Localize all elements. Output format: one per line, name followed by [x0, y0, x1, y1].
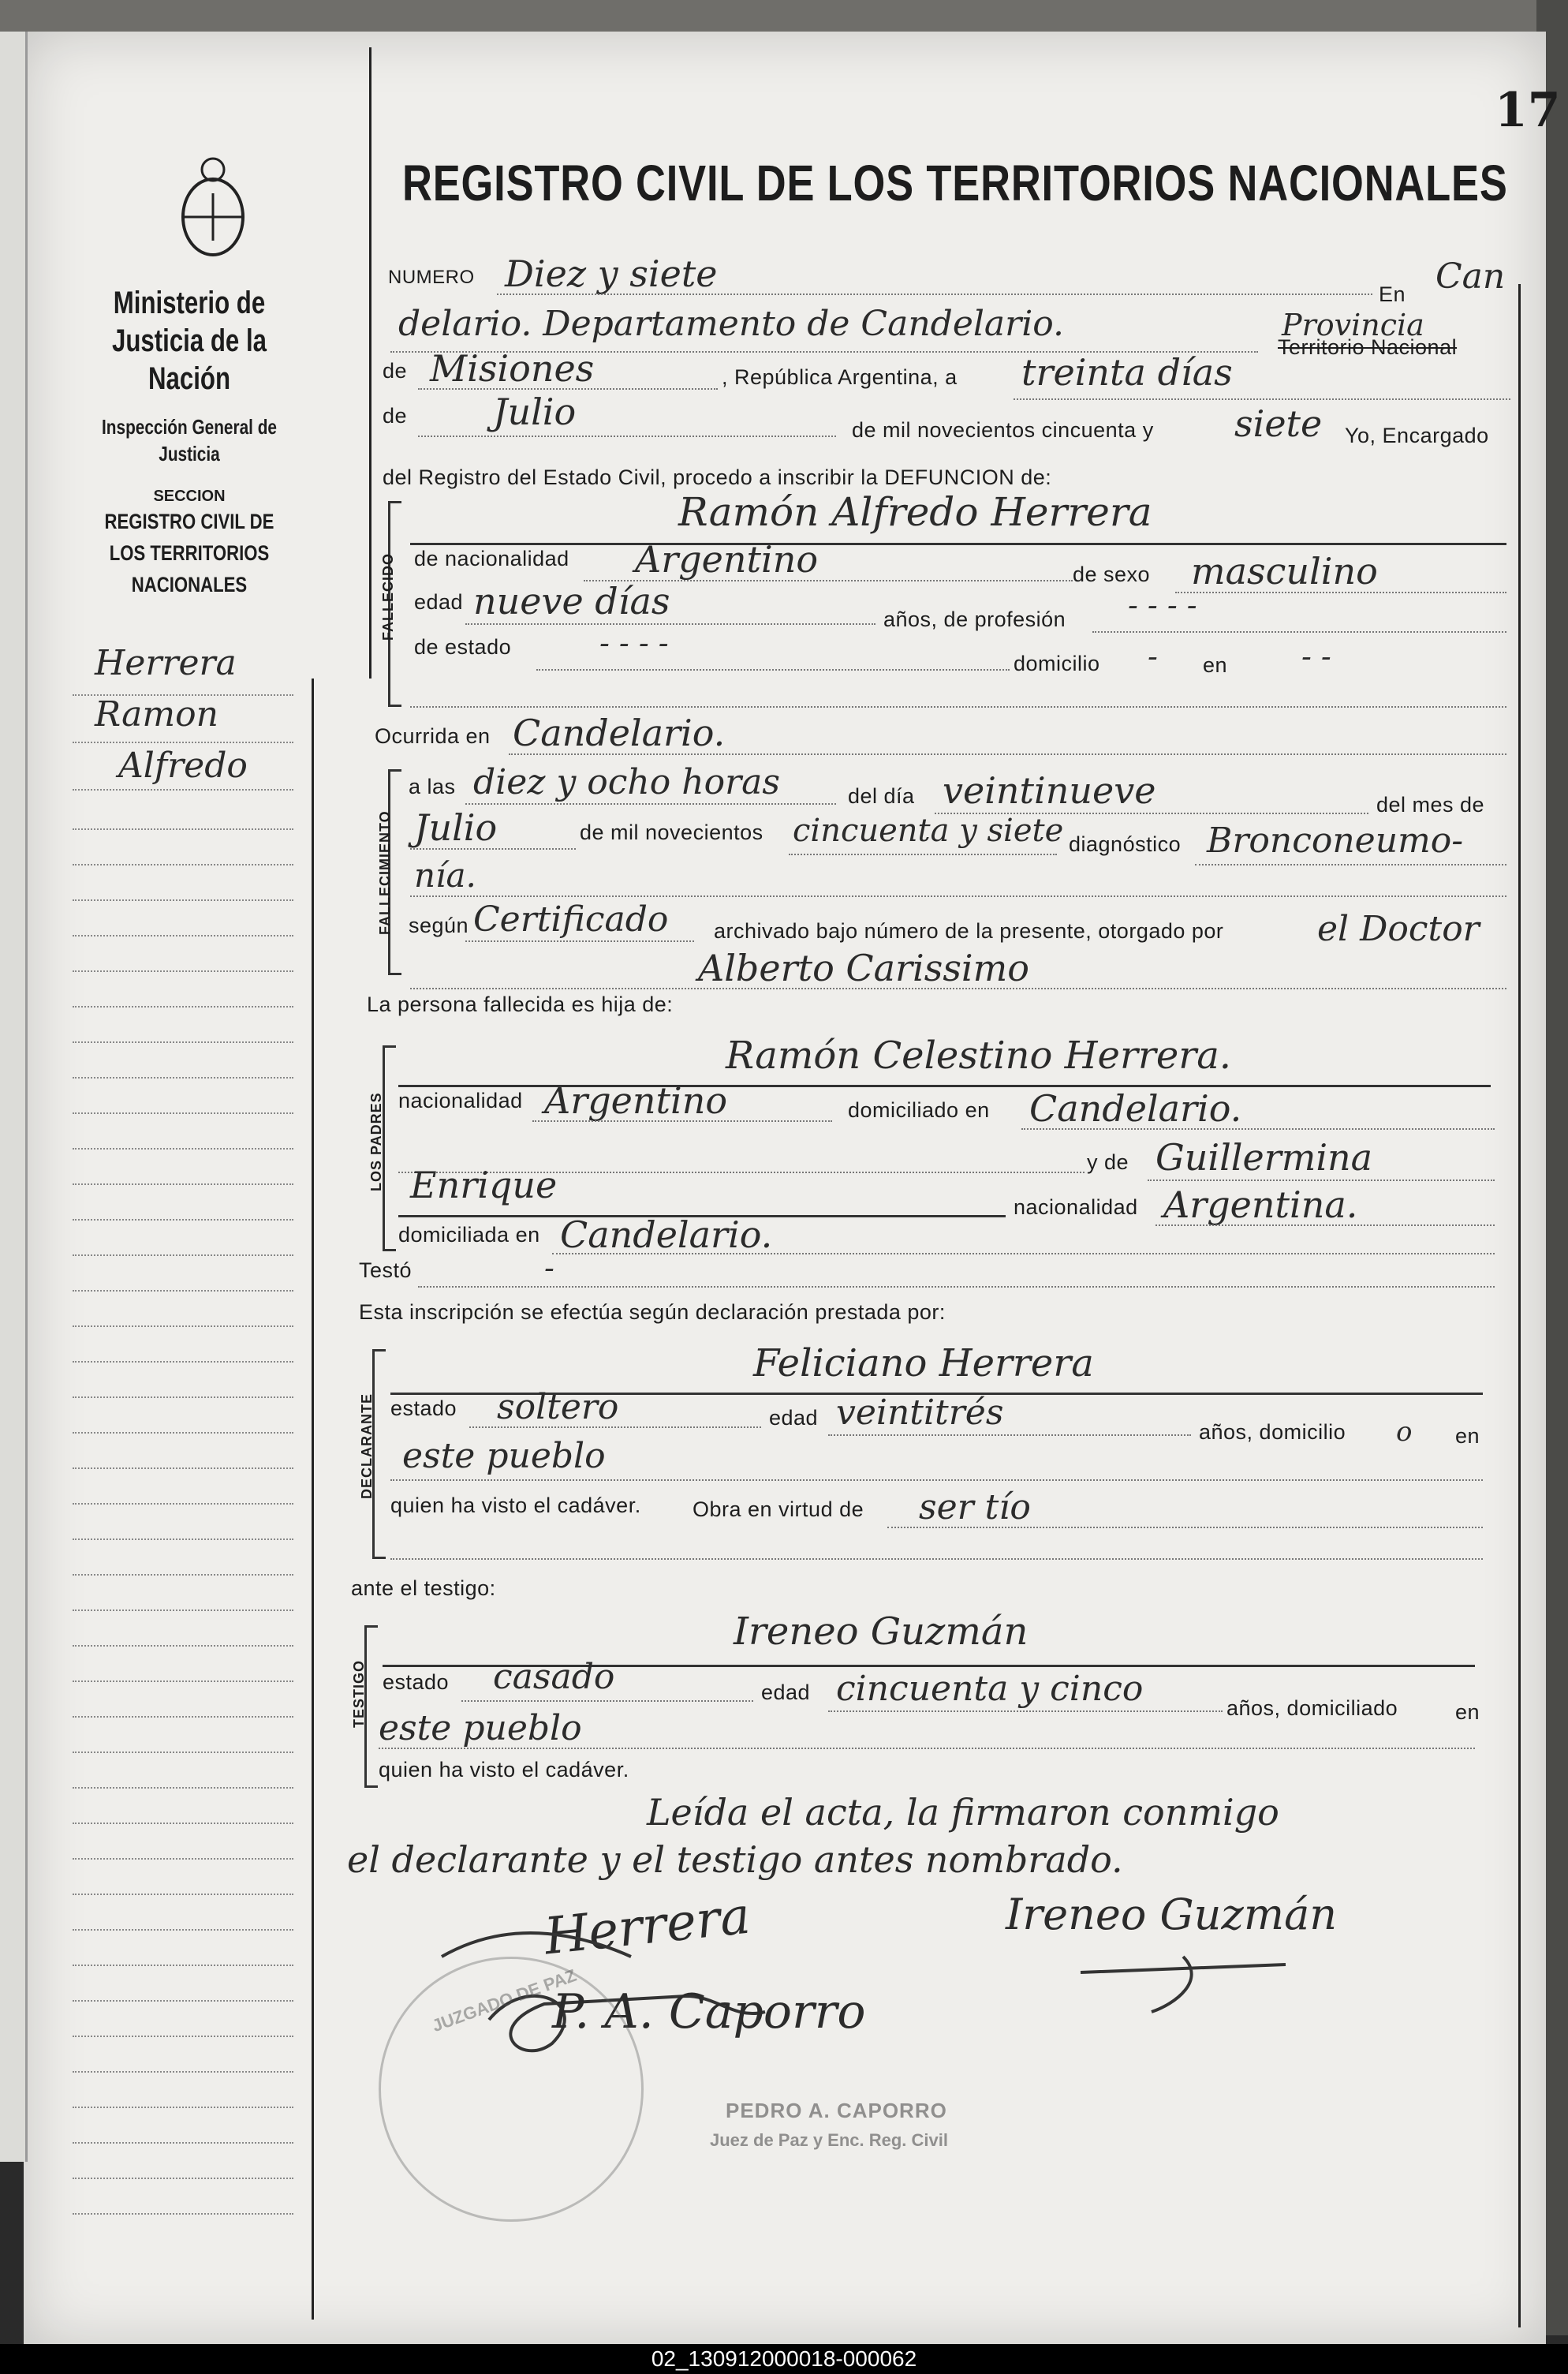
- nacionalidad2-label: nacionalidad: [398, 1089, 523, 1112]
- signature-underline-icon: [1065, 1933, 1301, 2020]
- ocurrida-value: Candelario.: [513, 712, 726, 754]
- mes-value: Julio: [493, 391, 577, 433]
- margin-given-name: Ramon: [95, 694, 218, 735]
- edad-value: nueve días: [473, 580, 670, 622]
- coat-of-arms-icon: [174, 150, 252, 260]
- ocurrida-label: Ocurrida en: [375, 724, 491, 748]
- lugar-value-1: Can: [1435, 256, 1506, 297]
- edad-label: edad: [414, 590, 464, 614]
- domiciliada-en-label: domiciliada en: [398, 1223, 540, 1247]
- fallecido-end-line: [410, 706, 1506, 708]
- de-label: de: [383, 359, 408, 383]
- padre-dom-line: [1021, 1128, 1495, 1130]
- testo-line: [418, 1286, 1495, 1288]
- margin-rule: [369, 47, 371, 679]
- padre-dom-value: Candelario.: [1029, 1087, 1242, 1130]
- section-name: REGISTRO CIVIL DE LOS TERRITORIOS NACIONALES: [104, 510, 274, 596]
- decl-edad-value: veintitrés: [836, 1393, 1004, 1433]
- closing-line-1: Leída el acta, la firmaron conmigo: [647, 1791, 1279, 1834]
- decl-dom-value: o: [1396, 1416, 1413, 1448]
- provincia-line: [418, 388, 718, 390]
- nacionalidad-label: de nacionalidad: [414, 547, 569, 570]
- margin-surname: Herrera: [95, 643, 237, 683]
- ministry-block: [71, 284, 308, 600]
- madre-value-2: Enrique: [410, 1164, 558, 1206]
- territorio-label: Territorio Nacional: [1278, 335, 1458, 359]
- mes-fall-line: [410, 848, 576, 850]
- declaracion-label: Esta inscripción se efectúa según declaración prestada por:: [359, 1300, 946, 1324]
- a-las-label: a las: [409, 775, 456, 798]
- ocurrida-line: [509, 753, 1506, 755]
- madre-value-1: Guillermina: [1155, 1136, 1373, 1179]
- test-anos-domiciliado-label: años, domiciliado: [1226, 1696, 1398, 1720]
- registro-line-label: del Registro del Estado Civil, procedo a inscribir la DEFUNCION de:: [383, 465, 1052, 489]
- domiciliado-en-label: domiciliado en: [848, 1098, 990, 1122]
- dia-fall-value: veintinueve: [943, 769, 1156, 812]
- margin-rule-lower: [312, 679, 314, 2320]
- provincia-de-value: Misiones: [430, 347, 595, 390]
- del-mes-label: del mes de: [1376, 793, 1485, 817]
- closing-line-2: el declarante y el testigo antes nombrado.: [347, 1838, 1123, 1881]
- ante-testigo-label: ante el testigo:: [351, 1576, 496, 1600]
- decl-obra-value: ser tío: [919, 1487, 1031, 1527]
- numero-value: Diez y siete: [505, 252, 718, 295]
- anio-value: siete: [1234, 402, 1323, 445]
- padre-nac-line: [532, 1120, 832, 1122]
- signature-testigo: Ireneo Guzmán: [1006, 1890, 1338, 1939]
- segun-label: según: [409, 914, 469, 937]
- signature-encargado: P. A. Caporro: [552, 1984, 866, 2039]
- decl-en-label: en: [1455, 1424, 1480, 1448]
- archivado-label: archivado bajo número de la presente, otorgado por: [714, 919, 1224, 943]
- test-estado-label: estado: [383, 1670, 450, 1694]
- margin-middle-name: Alfredo: [118, 746, 248, 786]
- register-title: REGISTRO CIVIL DE LOS TERRITORIOS NACIONALES: [402, 155, 1508, 211]
- decl-estado-value: soltero: [497, 1387, 619, 1427]
- side-fallecido: FALLECIDO: [380, 553, 396, 641]
- testigo-name: Ireneo Guzmán: [734, 1609, 1029, 1654]
- sexo-value: masculino: [1191, 550, 1378, 593]
- decl-end-line: [390, 1558, 1483, 1560]
- test-quien-label: quien ha visto el cadáver.: [379, 1758, 629, 1781]
- decl-estado-line: [469, 1426, 761, 1428]
- test-en-label: en: [1455, 1700, 1480, 1724]
- y-de-label: y de: [1087, 1150, 1129, 1174]
- edad-line: [465, 623, 875, 625]
- padre-name: Ramón Celestino Herrera.: [726, 1034, 1232, 1078]
- test-dom-value: este pueblo: [379, 1708, 582, 1748]
- mes-line: [418, 436, 836, 437]
- decl-obra-label: Obra en virtud de: [693, 1497, 864, 1521]
- page-number: 17: [1495, 83, 1561, 138]
- en-label: En: [1379, 282, 1406, 306]
- decl-quien-label: quien ha visto el cadáver.: [390, 1494, 641, 1517]
- dia-line: [1014, 398, 1510, 400]
- padre-nac-value: Argentino: [544, 1079, 728, 1122]
- madre-nac-value: Argentina.: [1163, 1183, 1358, 1226]
- test-estado-line: [461, 1700, 753, 1702]
- doctor-line: [410, 988, 1506, 989]
- nacionalidad3-label: nacionalidad: [1014, 1195, 1138, 1219]
- side-testigo: TESTIGO: [351, 1659, 367, 1728]
- right-rule: [1518, 284, 1521, 2327]
- madre-line-1: [1148, 1180, 1495, 1181]
- decl-dom-value-2: este pueblo: [402, 1436, 606, 1476]
- madre-nac-line: [1155, 1224, 1495, 1226]
- image-caption: 02_130912000018-000062: [0, 2344, 1568, 2374]
- side-padres: LOS PADRES: [368, 1092, 384, 1191]
- fallecido-name: Ramón Alfredo Herrera: [678, 489, 1152, 535]
- test-estado-value: casado: [493, 1657, 615, 1697]
- hija-de-label: La persona fallecida es hija de:: [367, 993, 674, 1016]
- book-left-edge: [0, 32, 28, 2162]
- lugar-value-2: delario. Departamento de Candelario.: [398, 304, 1064, 344]
- diagnostico-line-2: [410, 895, 1506, 897]
- domicilio-label: domicilio: [1014, 652, 1100, 675]
- segun-line: [465, 940, 694, 942]
- testo-value: -: [544, 1251, 554, 1285]
- diagnostico-value-2: nía.: [414, 856, 476, 895]
- decl-edad-line: [828, 1434, 1191, 1436]
- numero-line: [497, 293, 1372, 295]
- yo-label: Yo, Encargado: [1345, 424, 1489, 447]
- estado-label: de estado: [414, 635, 512, 659]
- stamp-role: Juez de Paz y Enc. Reg. Civil: [710, 2130, 948, 2150]
- hora-line: [465, 803, 836, 805]
- side-fallecimiento: FALLECIMIENTO: [377, 810, 393, 935]
- diagnostico-label: diagnóstico: [1069, 832, 1182, 856]
- dia-value: treinta días: [1021, 351, 1233, 394]
- declarante-name: Feliciano Herrera: [753, 1341, 1094, 1385]
- signature-declarante: Herrera: [541, 1886, 753, 1967]
- anio-fall-value: cincuenta y siete: [793, 813, 1064, 849]
- profesion-value: - - - -: [1128, 588, 1197, 622]
- diagnostico-value-1: Bronconeumo-: [1207, 821, 1464, 861]
- side-declarante: DECLARANTE: [359, 1393, 375, 1499]
- doctor-value-1: el Doctor: [1317, 909, 1480, 949]
- sexo-line: [1175, 592, 1506, 593]
- seal-text: JUZGADO DE PAZ: [429, 1965, 580, 2036]
- madre-dom-line: [552, 1253, 1495, 1254]
- domicilio-value: -: [1148, 639, 1158, 674]
- inspection-name: Inspección General de Justicia: [102, 415, 277, 465]
- domicilio-en-label: en: [1203, 653, 1228, 677]
- de-label-2: de: [383, 404, 408, 428]
- test-edad-line: [828, 1710, 1223, 1712]
- del-dia-label: del día: [848, 784, 915, 808]
- decl-obra-line: [887, 1527, 1483, 1528]
- nacionalidad-value: Argentino: [635, 538, 819, 581]
- test-edad-label: edad: [761, 1680, 811, 1704]
- official-seal-icon: [379, 1957, 644, 2222]
- diagnostico-line: [1195, 864, 1506, 865]
- mil-nov-label: de mil novecientos: [580, 821, 763, 844]
- mes-fall-value: Julio: [414, 806, 498, 849]
- test-edad-value: cincuenta y cinco: [836, 1669, 1144, 1709]
- hora-value: diez y ocho horas: [473, 762, 780, 802]
- de-mil-label: de mil novecientos cincuenta y: [852, 418, 1154, 442]
- decl-dom-line-2: [390, 1479, 1483, 1481]
- book-top-edge: [0, 0, 1568, 32]
- estado-line: [536, 669, 1010, 671]
- decl-edad-label: edad: [769, 1406, 819, 1430]
- estado-value: - - - -: [599, 626, 669, 660]
- decl-estado-label: estado: [390, 1396, 457, 1420]
- anio-fall-line: [789, 854, 1057, 855]
- profesion-label: años, de profesión: [883, 608, 1066, 631]
- provincia-value: Provincia: [1282, 308, 1424, 342]
- testo-label: Testó: [359, 1258, 413, 1282]
- madre-dom-value: Candelario.: [560, 1213, 773, 1256]
- fallecido-line: [410, 543, 1506, 545]
- doctor-value-2: Alberto Carissimo: [698, 947, 1029, 989]
- republica-label: , República Argentina, a: [722, 365, 958, 389]
- decl-anos-domicilio-label: años, domicilio: [1199, 1420, 1346, 1444]
- ministry-name: Ministerio de Justicia de la Nación: [112, 286, 267, 396]
- test-dom-line: [379, 1748, 1475, 1749]
- sexo-label: de sexo: [1073, 563, 1151, 586]
- stamp-name: PEDRO A. CAPORRO: [726, 2099, 947, 2122]
- domicilio-en-value: - -: [1301, 639, 1331, 674]
- profesion-line: [1092, 631, 1506, 633]
- numero-label: NUMERO: [388, 267, 475, 288]
- section-label: SECCION: [153, 488, 226, 505]
- segun-value: Certificado: [473, 899, 669, 940]
